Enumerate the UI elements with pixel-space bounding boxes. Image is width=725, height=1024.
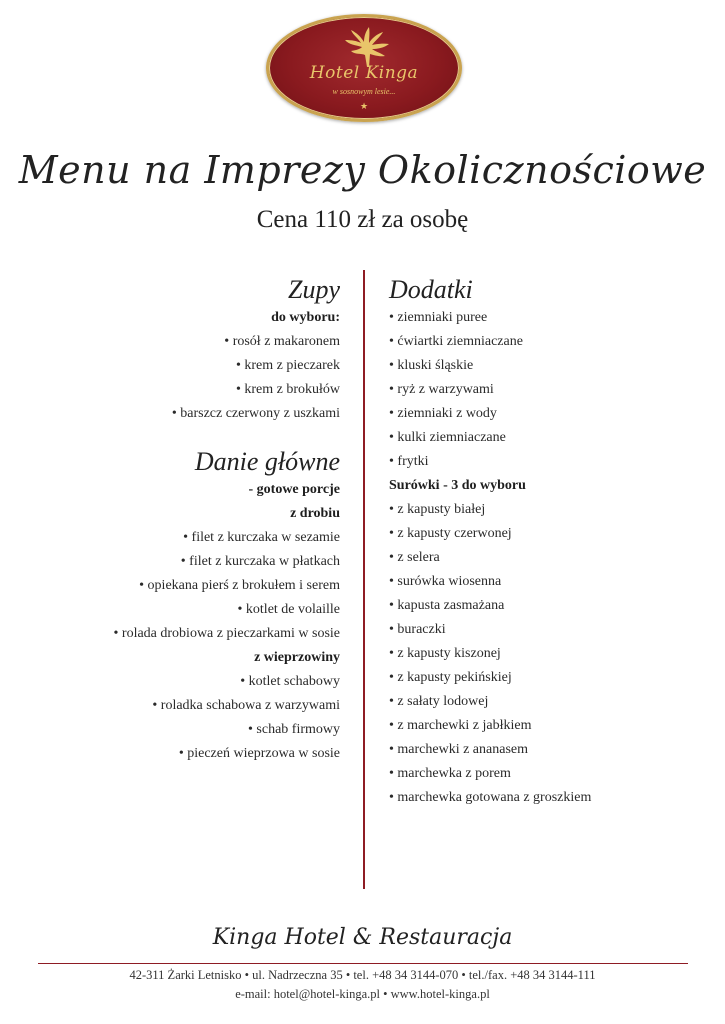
page-title: Menu na Imprezy Okolicznościowe <box>18 148 707 192</box>
list-item: • kapusta zasmażana <box>389 598 505 613</box>
hotel-logo <box>266 14 462 122</box>
list-item: • z kapusty kiszonej <box>389 646 501 661</box>
list-item: • filet z kurczaka w płatkach <box>180 554 340 569</box>
list-item: • opiekana pierś z brokułem i serem <box>139 578 340 593</box>
list-item: • pieczeń wieprzowa w sosie <box>178 746 340 761</box>
danie-subtitle: - gotowe porcje <box>248 482 340 497</box>
logo-tagline: w sosnowym lesie... <box>332 87 396 96</box>
section-title-zupy: Zupy <box>288 275 340 304</box>
list-item: • z marchewki z jabłkiem <box>389 718 532 733</box>
list-item: • barszcz czerwony z uszkami <box>171 406 340 421</box>
list-item: • rolada drobiowa z pieczarkami w sosie <box>113 626 340 641</box>
surowki-subtitle: Surówki - 3 do wyboru <box>389 478 526 493</box>
list-item: • marchewki z ananasem <box>389 742 529 757</box>
list-item: • roladka schabowa z warzywami <box>152 698 340 713</box>
list-item: • kotlet schabowy <box>240 674 340 689</box>
price-line: Cena 110 zł za osobę <box>256 206 469 233</box>
list-item: • surówka wiosenna <box>389 574 502 589</box>
footer-address: 42-311 Żarki Letnisko • ul. Nadrzeczna 35 • tel. +48 34 3144-070 • tel./fax. +48 34 3144-111 <box>129 968 596 982</box>
list-item: • rosół z makaronem <box>224 334 340 349</box>
danie-subtitle-wieprz: z wieprzowiny <box>254 650 340 665</box>
list-item: • frytki <box>389 454 429 469</box>
list-item: • buraczki <box>389 622 446 637</box>
star-icon: ★ <box>359 101 369 111</box>
list-item: • krem z brokułów <box>235 382 340 397</box>
footer-brand: Kinga Hotel & Restauracja <box>212 925 513 950</box>
footer-divider <box>38 963 688 964</box>
list-item: • schab firmowy <box>248 722 340 737</box>
section-title-danie: Danie główne <box>194 447 340 476</box>
column-divider <box>363 270 365 889</box>
list-item: • filet z kurczaka w sezamie <box>183 530 340 545</box>
zupy-subtitle: do wyboru: <box>271 310 340 325</box>
list-item: • ryż z warzywami <box>389 382 494 397</box>
list-item: • kulki ziemniaczane <box>389 430 506 445</box>
right-column <box>389 274 709 810</box>
list-item: • krem z pieczarek <box>235 358 340 373</box>
list-item: • ziemniaki z wody <box>389 406 497 421</box>
left-column <box>20 274 340 766</box>
list-item: • z kapusty białej <box>389 502 486 517</box>
list-item: • z kapusty pekińskiej <box>389 670 512 685</box>
list-item: • kluski śląskie <box>389 358 474 373</box>
list-item: • z sałaty lodowej <box>389 694 489 709</box>
list-item: • marchewka gotowana z groszkiem <box>389 790 592 805</box>
list-item: • z selera <box>389 550 440 565</box>
list-item: • ziemniaki puree <box>389 310 488 325</box>
logo-name: Hotel Kinga <box>309 63 419 83</box>
danie-subtitle-drob: z drobiu <box>290 506 340 521</box>
list-item: • kotlet de volaille <box>237 602 340 617</box>
list-item: • marchewka z porem <box>389 766 511 781</box>
footer-contact: e-mail: hotel@hotel-kinga.pl • www.hotel-kinga.pl <box>235 987 490 1001</box>
list-item: • z kapusty czerwonej <box>389 526 512 541</box>
list-item: • ćwiartki ziemniaczane <box>389 334 523 349</box>
section-title-dodatki: Dodatki <box>389 275 473 304</box>
